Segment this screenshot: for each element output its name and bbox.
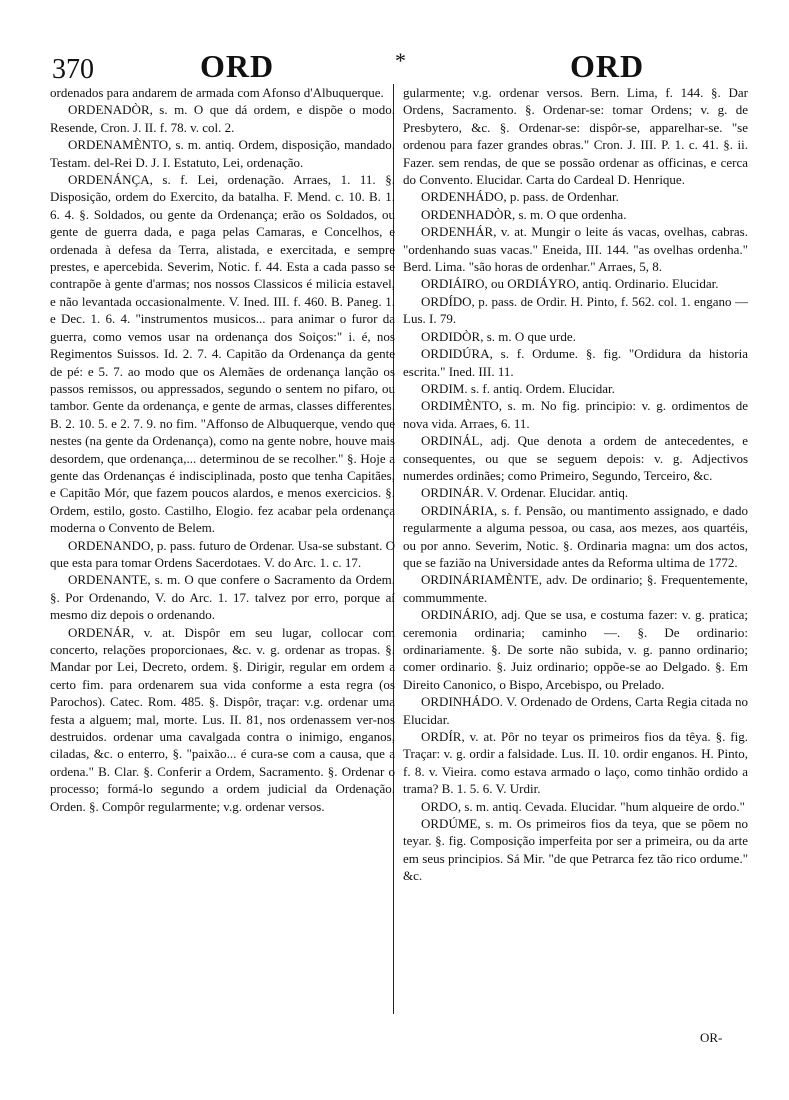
page-number: 370 (52, 54, 94, 85)
entry-ordo: ORDO, s. m. antiq. Cevada. Elucidar. "hum alqueire de ordo." (421, 798, 745, 814)
entry-ordinariamente: ORDINÁRIAMÈNTE, adv. De ordinario; §. Frequentemente, commummente. (403, 572, 748, 605)
entry-ordenante: ORDENANTE, s. m. O que confere o Sacramento da Ordem. §. Por Ordenando, V. do Arc. 1. 17. talvez por erro, porque aí mesmo diz depois o ordenando. (50, 572, 395, 623)
entry-ordinal: ORDINÁL, adj. Que denota a ordem de antecedentes, e consequentes, ou que se seguem depois: v. g. Adjectivos numerdes ordinães; como Primeiro, Segundo, Terceiro, &c. (403, 433, 748, 483)
right-running-headword: ORD (570, 48, 645, 84)
entry-ordenhado: ORDENHÁDO, p. pass. de Ordenhar. (421, 189, 619, 205)
entry-ordinario: ORDINÁRIO, adj. Que se usa, e costuma fazer: v. g. pratica; ceremonia ordinaria; caminho —. §. De ordinario: ordinariamente. §. De sorte não subida, v. g. panno ordinario; comer ordinario. §. Juiz ordinario; oppõe-se ao Delgado. §. Em Direito Canonico, o Bispo, Arcebispo, ou Prelado. (403, 607, 748, 692)
catchword: OR- (700, 1030, 723, 1045)
entry-ordiairo: ORDIÁIRO, ou ORDIÁYRO, antiq. Ordinario. Elucidar. (421, 276, 719, 292)
right-column (403, 84, 748, 1024)
entry-ordenhador: ORDENHADÒR, s. m. O que ordenha. (421, 206, 627, 222)
entry-continuation: ordenados para andarem de armada com Afonso d'Albuquerque. (50, 85, 384, 100)
entry-ordume: ORDÚME, s. m. Os primeiros fios da teya, que se põem no teyar. §. fig. Composição imperfeita por ser a primeira, ou da arte em seus principios. Sá Mir. "de que Petrarca fez tão rico ordume." &c. (403, 816, 748, 884)
entry-ordenhar: ORDENHÁR, v. at. Mungir o leite ás vacas, ovelhas, cabras. "ordenhando suas vacas." Eneida, III. 144. "as ovelhas ordenha." Berd. Lima. "são horas de ordenhar." Arraes, 5, 8. (403, 224, 748, 275)
entry-ordidor: ORDIDÒR, s. m. O que urde. (421, 328, 576, 344)
entry-ordenador: ORDENADÒR, s. m. O que dá ordem, e dispõe o modo. Resende, Cron. J. II. f. 78. v. col. 2. (50, 102, 395, 135)
entry-ordenamento: ORDENAMÈNTO, s. m. antiq. Ordem, disposição, mandado. Testam. del-Rei D. J. I. Estatuto, Lei, ordenação. (50, 137, 395, 170)
entry-ordinar: ORDINÁR. V. Ordenar. Elucidar. antiq. (421, 485, 629, 501)
entry-ordim: ORDIM. s. f. antiq. Ordem. Elucidar. (421, 380, 615, 396)
entry-ordinaria: ORDINÁRIA, s. f. Pensão, ou mantimento assignado, e dado regularmente a alguma pessoa, ou casa, aos mezes, aos quartéis, ou por anno. Severim, Notic. §. Ordinaria magna: um dos actos, que se fazião na Universidade antes da Reforma ultima de 1772. (403, 502, 748, 570)
entry-ordenar: ORDENÁR, v. at. Dispôr em seu lugar, collocar com concerto, relações proporcionaes, &c. v. g. ordenar as tropas. §. Mandar por Lei, Decreto, ordem. §. Dirigir, regular em ordem a certo fim. para ordenarem sua vida conforme a esta regra (os Parochos). Catec. Rom. 485. §. Dispôr, traçar: v.g. ordenar uma festa a alguem; mal, morte. Lus. II. 81, nos ordenassem ver-nos destruidos. ordenar uma cavalgada contra o inimigo, enganos, ciladas, &c. o enterro, §. "paixão... é cura-se com a causa, que a ordena." B. Clar. §. Conferir a Ordem, Sacramento. §. Ordenar o processo; formá-lo segundo a ordem judicial da Ordenação. Orden. §. Compôr regularmente; v.g. ordenar versos. (50, 624, 395, 814)
left-running-headword: ORD (200, 48, 275, 84)
entry-ordir: ORDÍR, v. at. Pôr no teyar os primeiros fios da têya. §. fig. Traçar: v. g. ordir a falsidade. Lus. II. 10. ordir enganos. H. Pinto, f. 8. v. Vieira. como estava armado o laço, como tinhão ordido a trama? B. 1. 5. 6. V. Urdir. (403, 729, 748, 797)
header-ornament: * (395, 48, 406, 73)
entry-ordidura: ORDIDÚRA, s. f. Ordume. §. fig. "Ordidura da historia escrita." Ined. III. 11. (403, 346, 748, 379)
entry-ordenando: ORDENANDO, p. pass. futuro de Ordenar. Usa-se substant. O que esta para tomar Ordens Sacerdotaes. V. do Arc. 1. c. 17. (50, 537, 395, 570)
left-column (50, 84, 395, 1024)
entry-ordenanca: ORDENÁNÇA, s. f. Lei, ordenação. Arraes, 1. 11. §. Disposição, ordem do Exercito, da batalha. F. Mend. c. 10. B. 1. 6. 4. §. Soldados, ou gente da Ordenança; erão os Soldados, ou gente de guerra dada, e paga pelas Camaras, e Concelhos, e ordenada à defesa da Terra, alistada, e exercitada, e sempre prestes, e apercebida. Severim, Notic. f. 44. Esta a cada passo se contrapõe à gente d'armas; nos nossos Classicos é milicia estavel, e não levantada occasionalmente. V. Ined. III. f. 460. B. Paneg. 1. e Dec. 1. 6. 4. "instrumentos musicos... para animar o furor da guerra, como vemos usar na ordenança dos Soiços:" i. é, nos Regimentos Suissos. Id. 2. 7. 4. Capitão da Ordenança da gente de pé: e 5. 7. ao modo que os Alemães de ordenança lanção os passos remissos, ou appressados, segundo o sentem no pifaro, ou tambor. Gente da ordenança, e gente de armas, classes differentes. B. 2. 10. 5. e 2. 7. 9. no fim. "Affonso de Albuquerque, vendo que nestes (na gente da Ordenança), como na gente nobre, houve mais desordem, que ordenança,... determinou de se recolher." §. Hoje a gente das Ordenanças é indisciplinada, posto que tenha Capitães, e Capitão Mór, que fazem poucos alardos, e menos exercicios. §. Ordem, estilo, gosto. Castilho, Elogio. fez acabar pela ordenança moderna o Convento de Belem. (50, 172, 395, 536)
entry-ordimento: ORDIMÈNTO, s. m. No fig. principio: v. g. ordimentos de nova vida. Arraes, 6. 11. (403, 398, 748, 431)
entry-ordenar-continuation: gularmente; v.g. ordenar versos. Bern. Lima, f. 144. §. Dar Ordens, Sacramento. §. Ordenar-se: tomar Ordens; v. g. de Presbytero, &c. §. Ordenar-se: dispôr-se, apparelhar-se. "se ordenou para fazer grandes obras." Cron. J. III. P. 1. c. 41. §. ii. Fazer. sem rendas, de que se possão ordenar as officinas, e cerca do Convento. Elucidar. Carta do Cardeal D. Henrique. (403, 85, 748, 188)
entry-ordinhado: ORDINHÁDO. V. Ordenado de Ordens, Carta Regia citada no Elucidar. (403, 694, 748, 727)
entry-ordido: ORDÍDO, p. pass. de Ordir. H. Pinto, f. 562. col. 1. engano — Lus. I. 79. (403, 293, 748, 327)
